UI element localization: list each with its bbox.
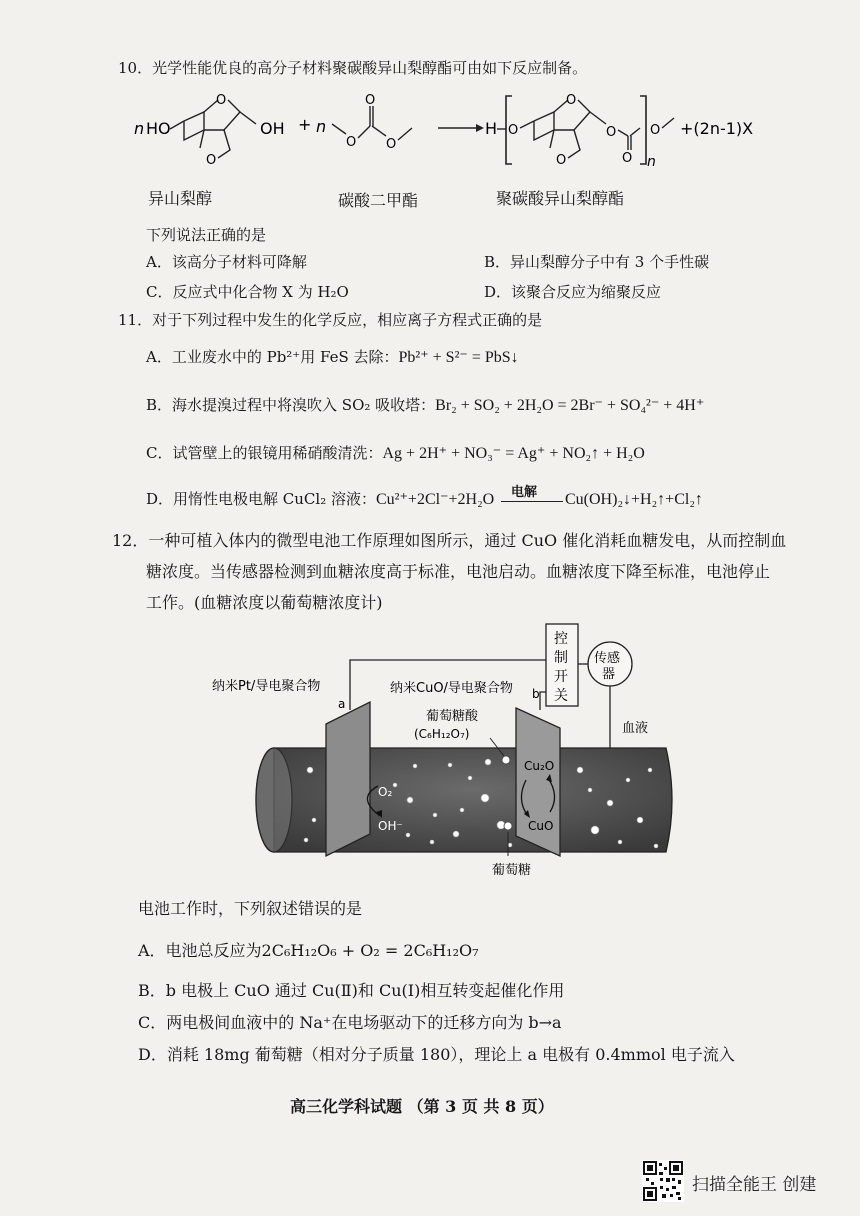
name-dmc: 碳酸二甲酯 bbox=[338, 191, 419, 210]
q11-stem: 11．对于下列过程中发生的化学反应，相应离子方程式正确的是 bbox=[118, 311, 543, 329]
electrode-a-label: a bbox=[338, 697, 346, 711]
q12-stem-1: 12．一种可植入体内的微型电池工作原理如图所示，通过 CuO 催化消耗血糖发电，从而控制血 bbox=[112, 531, 787, 550]
page-footer: 高三化学科试题 （第 3 页 共 8 页） bbox=[290, 1097, 554, 1116]
sensor-label-1: 传感 bbox=[594, 651, 621, 666]
dmc-o1: O bbox=[346, 135, 357, 150]
q10-prompt: 下列说法正确的是 bbox=[146, 226, 267, 244]
eq-ring-o1: O bbox=[216, 93, 227, 108]
q12-option-a: A．电池总反应为2C₆H₁₂O₆ + O₂ = 2C₆H₁₂O₇ bbox=[138, 941, 479, 960]
eq-n1: n bbox=[134, 119, 145, 138]
q11-c-text: C．试管壁上的银镜用稀硝酸清洗： bbox=[146, 444, 383, 462]
q11-d-text: D．用惰性电极电解 CuCl₂ 溶液： bbox=[146, 490, 376, 508]
eq-oh: OH bbox=[260, 119, 285, 138]
electrode-b-label: b bbox=[532, 687, 540, 701]
q10-option-b: B．异山梨醇分子中有 3 个手性碳 bbox=[484, 253, 710, 271]
electrode-a bbox=[326, 702, 370, 856]
q11-a-eq: Pb²⁺ + S²⁻ = PbS↓ bbox=[398, 349, 519, 366]
q11-a-text: A．工业废水中的 Pb²⁺用 FeS 去除： bbox=[146, 348, 399, 366]
name-isosorbide: 异山梨醇 bbox=[148, 189, 213, 208]
dmc-o2: O bbox=[365, 93, 376, 108]
poly-o2: O bbox=[566, 93, 577, 108]
q12-prompt: 电池工作时，下列叙述错误的是 bbox=[138, 899, 363, 918]
cuo-label: CuO bbox=[528, 819, 554, 833]
q11-b-eq: Br₂ + SO₂ + 2H₂O = 2Br⁻ + SO₄²⁻ + 4H⁺ bbox=[435, 397, 705, 414]
q11-option-b bbox=[146, 394, 704, 415]
blood-label: 血液 bbox=[622, 721, 649, 736]
qr-code-icon bbox=[642, 1160, 684, 1202]
electrolysis-arrow bbox=[499, 485, 565, 509]
q10-option-c: C．反应式中化合物 X 为 H₂O bbox=[146, 283, 349, 301]
q12-option-c: C．两电极间血液中的 Na⁺在电场驱动下的迁移方向为 b→a bbox=[138, 1013, 562, 1032]
q11-d-eq-left: Cu²⁺+2Cl⁻+2H₂O bbox=[376, 491, 495, 508]
q11-option-c bbox=[146, 442, 645, 463]
eq-ring-o2: O bbox=[206, 153, 217, 168]
cu2o-label: Cu₂O bbox=[524, 759, 555, 773]
switch-char-3: 开 bbox=[554, 669, 568, 685]
scanner-watermark: 扫描全能王 创建 bbox=[692, 1175, 817, 1195]
q10-reaction-scheme bbox=[120, 88, 780, 180]
dmc-o3: O bbox=[386, 137, 397, 152]
eq-nsub: n bbox=[647, 154, 656, 170]
oh-label: OH⁻ bbox=[378, 819, 403, 833]
switch-char-2: 制 bbox=[554, 650, 568, 666]
gluconic-acid-label: 葡萄糖酸 bbox=[426, 709, 479, 724]
q12-option-d: D．消耗 18mg 葡萄糖（相对分子质量 180），理论上 a 电极有 0.4mmol 电子流入 bbox=[138, 1045, 735, 1064]
poly-o4: O bbox=[606, 125, 617, 140]
switch-char-1: 控 bbox=[554, 631, 568, 647]
battery-diagram bbox=[210, 620, 690, 882]
q11-option-d bbox=[146, 485, 703, 509]
q11-d-eq-right: Cu(OH)₂↓+H₂↑+Cl₂↑ bbox=[565, 491, 703, 508]
electrode-b bbox=[516, 708, 560, 856]
eq-h: H bbox=[485, 119, 498, 138]
q11-b-text: B．海水提溴过程中将溴吹入 SO₂ 吸收塔： bbox=[146, 396, 436, 414]
q12-option-b: B．b 电极上 CuO 通过 Cu(Ⅱ)和 Cu(Ⅰ)相互转变起催化作用 bbox=[138, 981, 565, 1000]
q10-option-d: D．该聚合反应为缩聚反应 bbox=[484, 283, 662, 301]
eq-ho: HO bbox=[146, 119, 171, 138]
electrolysis-label: 电解 bbox=[511, 485, 538, 500]
q12-stem-2: 糖浓度。当传感器检测到血糖浓度高于标准，电池启动。血糖浓度下降至标准，电池停止 bbox=[146, 562, 771, 581]
o2-label: O₂ bbox=[378, 785, 393, 799]
poly-o1: O bbox=[508, 123, 519, 138]
poly-o6: O bbox=[650, 123, 661, 138]
left-electrode-label: 纳米Pt/导电聚合物 bbox=[212, 679, 321, 694]
glucose-label: 葡萄糖 bbox=[492, 863, 532, 878]
q10-stem: 10．光学性能优良的高分子材料聚碳酸异山梨醇酯可由如下反应制备。 bbox=[118, 59, 588, 77]
sensor-label-2: 器 bbox=[602, 667, 616, 682]
q11-option-a bbox=[146, 346, 519, 367]
switch-char-4: 关 bbox=[554, 688, 568, 704]
name-polymer: 聚碳酸异山梨醇酯 bbox=[496, 189, 625, 208]
q12-stem-3: 工作。(血糖浓度以葡萄糖浓度计) bbox=[146, 593, 383, 612]
gluconic-formula: (C₆H₁₂O₇) bbox=[414, 727, 470, 741]
q10-option-a: A．该高分子材料可降解 bbox=[146, 253, 307, 271]
poly-o3: O bbox=[556, 153, 567, 168]
eq-tail: +(2n-1)X bbox=[680, 119, 754, 138]
eq-plus: + bbox=[298, 115, 312, 134]
right-electrode-label: 纳米CuO/导电聚合物 bbox=[390, 681, 513, 696]
q11-c-eq: Ag + 2H⁺ + NO₃⁻ = Ag⁺ + NO₂↑ + H₂O bbox=[382, 445, 645, 462]
eq-n2: n bbox=[316, 117, 327, 136]
poly-o5: O bbox=[622, 151, 633, 166]
